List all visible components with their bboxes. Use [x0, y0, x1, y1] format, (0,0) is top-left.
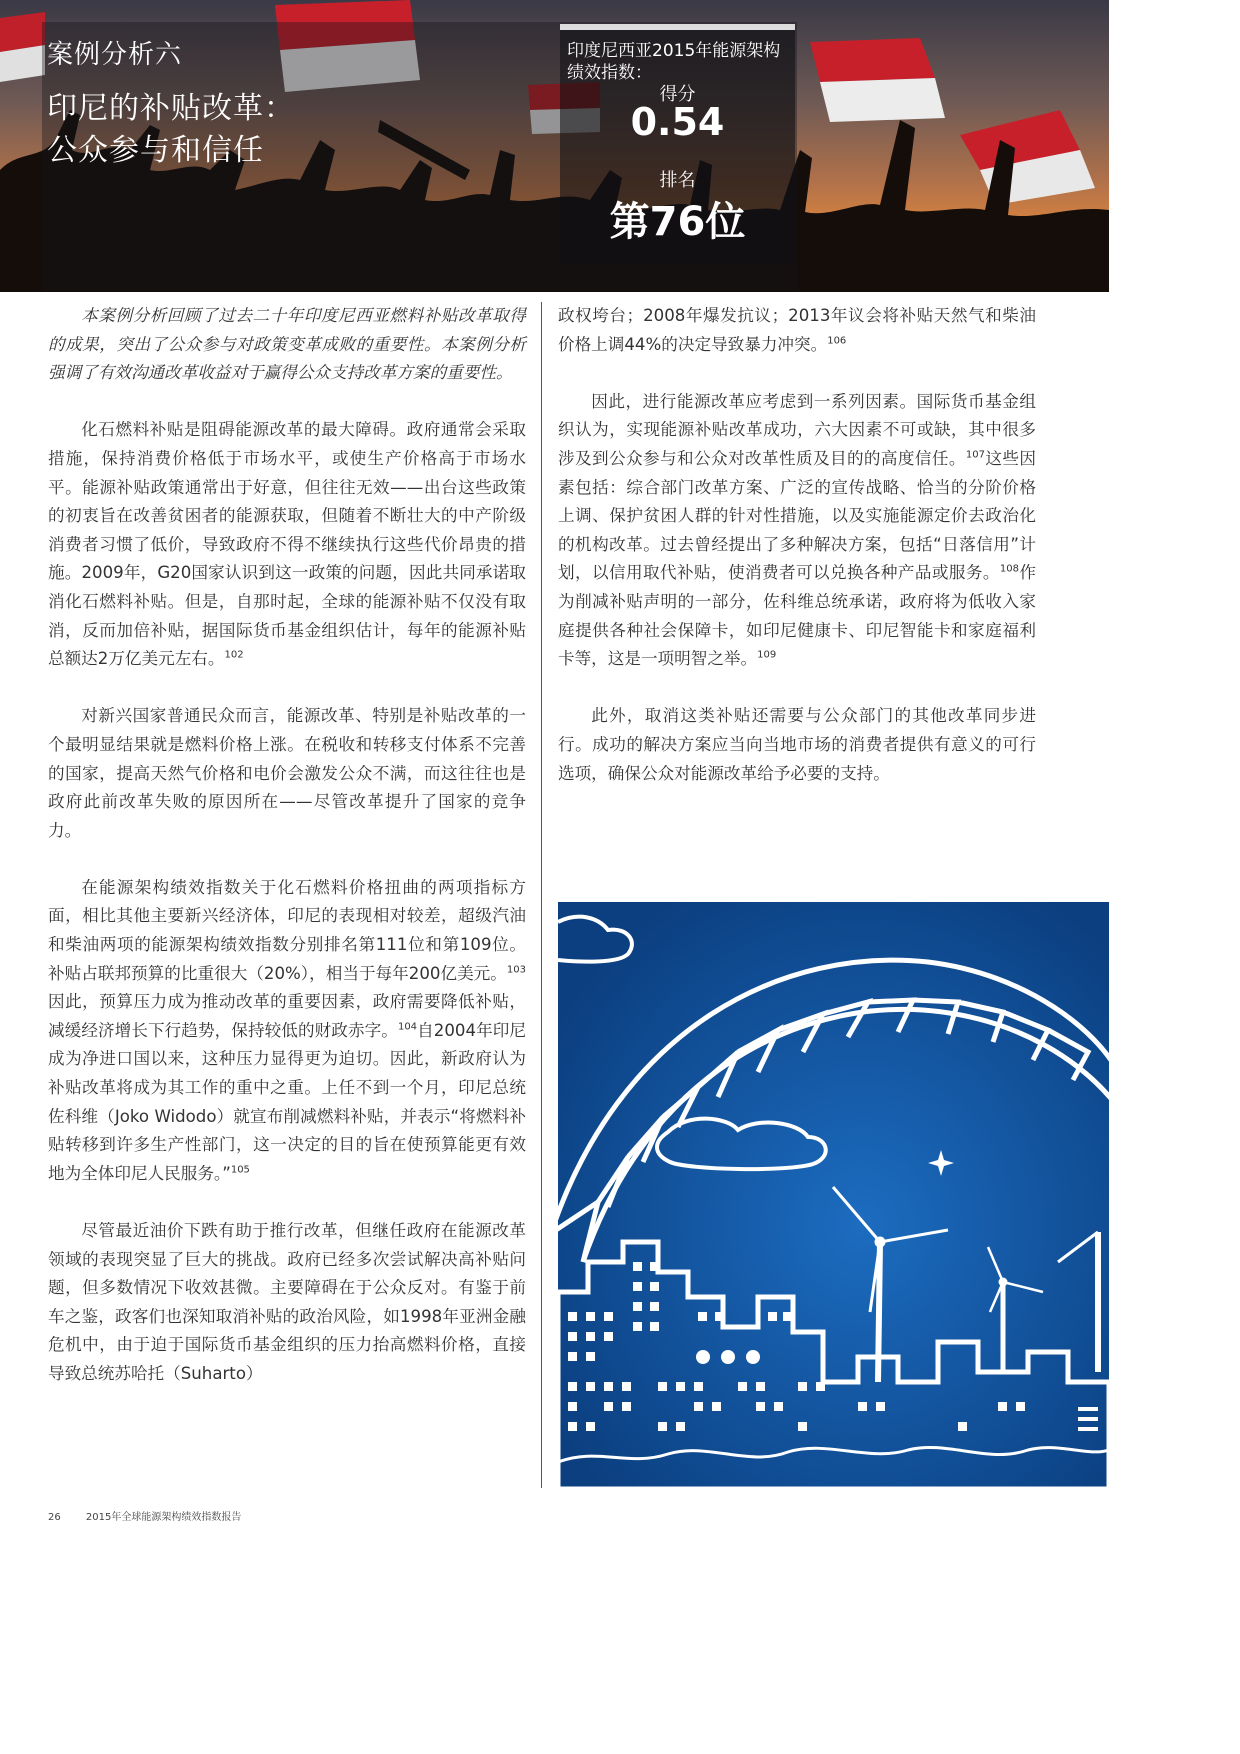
body-paragraph: 因此，进行能源改革应考虑到一系列因素。国际货币基金组织认为，实现能源补贴改革成功，六大因素不可或缺，其中很多涉及到公众参与和公众对改革性质及目的的高度信任。$^{107}$这些因素包括：综合部门改革方案、广泛的宣传战略、恰当的分阶价格上调、保护贫困人群的针对性措施，以及实施能源定价去政治化的机构改革。过去曾经提出了多种解决方案，包括“日落信用”计划，以信用取代补贴，使消费者可以兑换各种产品或服务。$^{108}$作为削减补贴声明的一部分，佐科维总统承诺，政府将为低收入家庭提供各种社会保障卡，如印尼健康卡、印尼智能卡和家庭福利卡等，这是一项明智之举。$^{109}$ — [558, 391, 1037, 669]
rank-label: 排名 — [659, 170, 696, 191]
city-wind-arch-drawing — [558, 902, 1109, 1489]
page-number: 26 — [48, 1512, 61, 1523]
report-title: 2015年全球能源架构绩效指数报告 — [85, 1512, 242, 1523]
flag-2 — [810, 38, 945, 122]
footnote-ref: 108 — [999, 563, 1020, 575]
right-column — [558, 302, 1036, 817]
rank-value: 第76位 — [609, 199, 746, 245]
footnote-ref: 106 — [827, 335, 847, 347]
body-paragraph: 尽管最近油价下跌有助于推行改革，但继任政府在能源改革领域的表现突显了巨大的挑战。政府已经多次尝试解决高补贴问题，但多数情况下收效甚微。主要障碍在于公众反对。有鉴于前车之鉴，政客们也深知取消补贴的政治风险，如1998年亚洲金融危机中，由于迫于国际货币基金组织的压力抬高燃料价格，直接导致总统苏哈托（Suharto） — [48, 1221, 526, 1383]
page-title — [47, 88, 295, 172]
body-paragraph: 政权垮台；2008年爆发抗议；2013年议会将补贴天然气和柴油价格上调44%的决定导致暴力冲突。$^{106}$ — [558, 306, 1036, 354]
body-paragraph: 在能源架构绩效指数关于化石燃料价格扭曲的两项指标方面，相比其他主要新兴经济体，印尼的表现相对较差，超级汽油和柴油两项的能源架构绩效指数分别排名第111位和第109位。补贴占联邦预算的比重很大（20%），相当于每年200亿美元。$^{103}$ 因此，预算压力成为推动改革的重要因素，政府需要降低补贴，减缓经济增长下行趋势，保持较低的财政赤字。$^{104}$自2004年印尼成为净进口国以来，这种压力显得更为迫切。因此，新政府认为补贴改革将成为其工作的重中之重。上任不到一个月，印尼总统佐科维（Joko Widodo）就宣布削减燃料补贴，并表示“将燃料补贴转移到许多生产性部门，这一决定的目的旨在使预算能更有效地为全体印尼人民服务。”$^{105}$ — [48, 877, 527, 1183]
left-column — [48, 302, 526, 1417]
column-divider — [541, 302, 542, 1488]
score-panel-accent — [560, 24, 795, 30]
footnote-ref: 107 — [965, 449, 986, 461]
intro-paragraph: 本案例分析回顾了过去二十年印度尼西亚燃料补贴改革取得的成果，突出了公众参与对政策变革成败的重要性。本案例分析强调了有效沟通改革收益对于赢得公众支持改革方案的重要性。 — [48, 306, 526, 383]
page-footer — [48, 1508, 241, 1523]
score-heading: 印度尼西亚2015年能源架构绩效指数： — [567, 41, 781, 83]
footnote-ref: 102 — [224, 649, 244, 661]
footnote-ref: 105 — [230, 1164, 250, 1176]
footnote-ref: 109 — [757, 649, 777, 661]
title-line-2: 公众参与和信任 — [47, 133, 264, 168]
footnote-ref: 104 — [397, 1021, 418, 1033]
body-paragraph: 对新兴国家普通民众而言，能源改革、特别是补贴改革的一个最明显结果就是燃料价格上涨。在税收和转移支付体系不完善的国家，提高天然气价格和电价会激发公众不满，而这往往也是政府此前改革失败的原因所在——尽管改革提升了国家的竞争力。 — [48, 706, 526, 840]
flag-4 — [0, 12, 45, 82]
energy-city-illustration — [558, 902, 1109, 1489]
body-paragraph: 化石燃料补贴是阻碍能源改革的最大障碍。政府通常会采取措施，保持消费价格低于市场水平，或使生产价格高于市场水平。能源补贴政策通常出于好意，但往往无效——出台这些政策的初衷旨在改善贫困者的能源获取，但随着不断壮大的中产阶级消费者习惯了低价，导致政府不得不继续执行这些代价昂贵的措施。2009年，G20国家认识到这一政策的问题，因此共同承诺取消化石燃料补贴。但是，自那时起，全球的能源补贴不仅没有取消，反而加倍补贴，据国际货币基金组织估计，每年的能源补贴总额达2万亿美元左右。$^{102}$ — [48, 420, 526, 669]
case-study-label: 案例分析六 — [47, 40, 183, 70]
footnote-ref: 103 — [506, 964, 526, 976]
title-line-1: 印尼的补贴改革： — [47, 91, 295, 126]
body-paragraph: 此外，取消这类补贴还需要与公众部门的其他改革同步进行。成功的解决方案应当向当地市场的消费者提供有意义的可行选项，确保公众对能源改革给予必要的支持。 — [558, 706, 1036, 783]
score-value: 0.54 — [630, 100, 725, 144]
flag-3 — [960, 110, 1095, 205]
score-label: 得分 — [659, 84, 696, 105]
